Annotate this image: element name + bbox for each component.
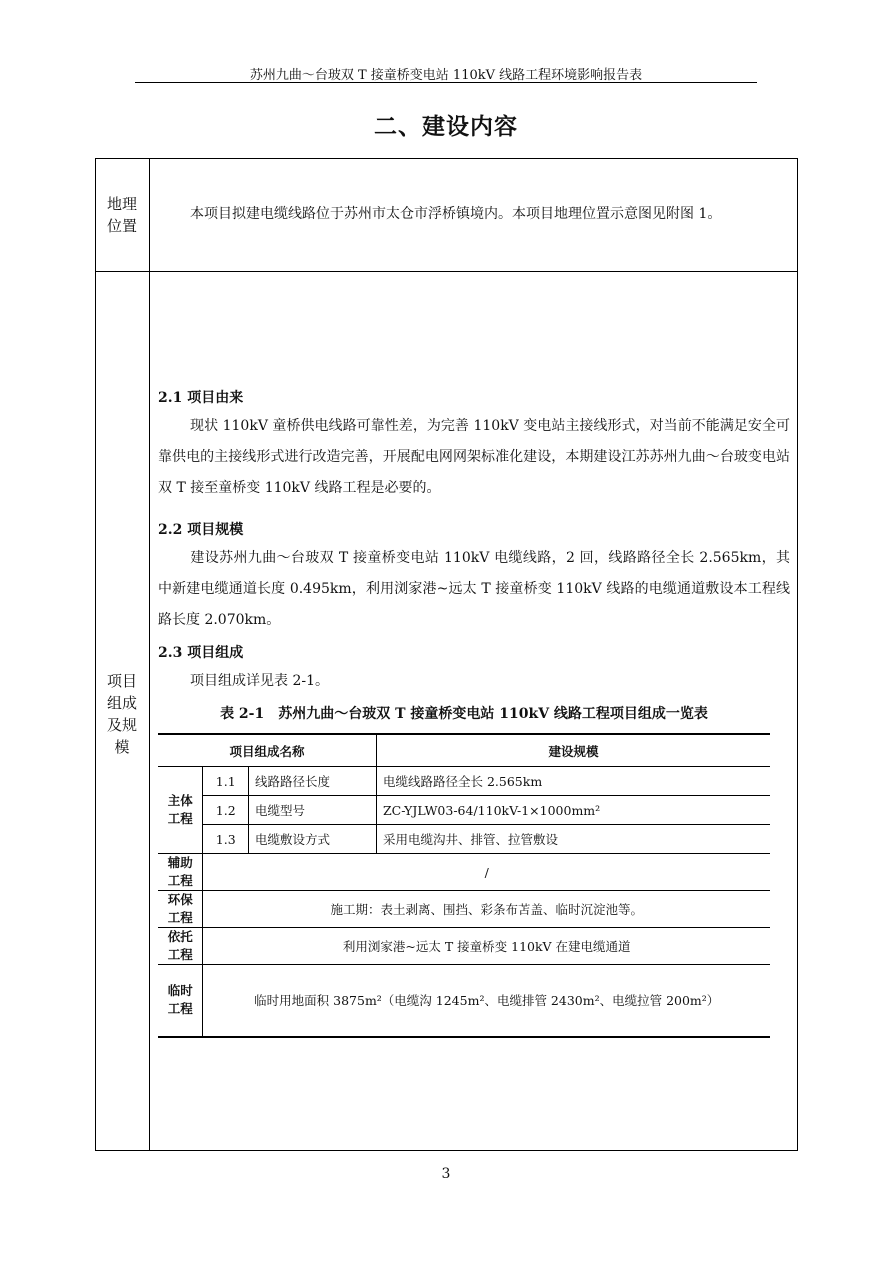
table-row bbox=[158, 965, 770, 1037]
table-row bbox=[158, 891, 770, 928]
section-paragraph-text: 项目组成详见表 2-1。 bbox=[190, 673, 329, 689]
section-paragraph-text: 现状 110kV 童桥供电线路可靠性差，为完善 110kV 变电站主接线形式，对当前不能满足安全可靠供电的主接线形式进行改造完善，开展配电网网架标准化建设，本期建设江苏苏州九曲～台玻变电站双 T 接至童桥变 110kV 线路工程是必要的。 bbox=[158, 418, 790, 496]
category-label: 工程 bbox=[167, 1001, 193, 1017]
section-heading: 2.1 项目由来 bbox=[158, 390, 244, 406]
table-row bbox=[158, 928, 770, 965]
category-label: 辅助 bbox=[167, 855, 193, 870]
location-label-line: 地理 bbox=[106, 195, 137, 213]
location-label bbox=[95, 193, 149, 237]
table-header-cell: 建设规模 bbox=[377, 734, 771, 767]
table-caption: 表 2-1 苏州九曲～台玻双 T 接童桥变电站 110kV 线路工程项目组成一览表 bbox=[220, 706, 708, 722]
category-label: 环保 bbox=[167, 892, 193, 907]
section-heading: 2.3 项目组成 bbox=[158, 645, 244, 661]
section-paragraph-text: 建设苏州九曲～台玻双 T 接童桥变电站 110kV 电缆线路，2 回，线路路径全长 2.565km，其中新建电缆通道长度 0.495km，利用浏家港~远太 T 接童桥变 110kV 线路的电缆通道敷设本工程线路长度 2.070km。 bbox=[158, 550, 790, 628]
scale-label-line: 项目 bbox=[106, 672, 137, 690]
label-column-divider bbox=[149, 158, 150, 1151]
category-label: 依托 bbox=[167, 929, 193, 944]
item-name: 电缆型号 bbox=[248, 796, 376, 825]
category-label: 主体 bbox=[167, 793, 193, 808]
category-label: 临时 bbox=[167, 983, 193, 999]
table-header-row bbox=[158, 734, 770, 767]
category-label: 工程 bbox=[167, 947, 193, 962]
category-label: 工程 bbox=[167, 811, 193, 826]
table-row bbox=[158, 854, 770, 891]
item-number: 1.1 bbox=[203, 767, 248, 796]
scale-label-line: 组成 bbox=[106, 694, 137, 712]
page-title: 二、建设内容 bbox=[374, 114, 518, 140]
item-name: 线路路径长度 bbox=[248, 767, 376, 796]
category-cell bbox=[158, 891, 203, 928]
item-value: / bbox=[203, 854, 770, 891]
section-paragraph bbox=[158, 543, 790, 636]
scale-label-line: 及规 bbox=[106, 716, 137, 734]
category-label: 工程 bbox=[167, 873, 193, 888]
header-rule bbox=[135, 82, 757, 83]
item-value: 电缆线路路径全长 2.565km bbox=[377, 767, 771, 796]
table-row bbox=[158, 796, 770, 825]
item-value: 利用浏家港~远太 T 接童桥变 110kV 在建电缆通道 bbox=[203, 928, 770, 965]
table-row bbox=[158, 767, 770, 796]
row-divider bbox=[95, 271, 798, 272]
item-value: 施工期：表土剥离、围挡、彩条布苫盖、临时沉淀池等。 bbox=[203, 891, 770, 928]
section-heading: 2.2 项目规模 bbox=[158, 522, 244, 538]
category-label: 工程 bbox=[167, 910, 193, 925]
item-value: 采用电缆沟井、排管、拉管敷设 bbox=[377, 825, 771, 854]
item-name: 电缆敷设方式 bbox=[248, 825, 376, 854]
running-header: 苏州九曲～台玻双 T 接童桥变电站 110kV 线路工程环境影响报告表 bbox=[249, 68, 643, 83]
page-number: 3 bbox=[441, 1166, 451, 1182]
section-paragraph bbox=[158, 411, 790, 504]
item-value: ZC-YJLW03-64/110kV-1×1000mm² bbox=[377, 796, 771, 825]
item-number: 1.3 bbox=[203, 825, 248, 854]
location-label-line: 位置 bbox=[106, 217, 137, 235]
category-cell bbox=[158, 928, 203, 965]
item-value: 临时用地面积 3875m²（电缆沟 1245m²、电缆排管 2430m²、电缆拉管 200m²） bbox=[203, 965, 770, 1037]
location-text: 本项目拟建电缆线路位于苏州市太仓市浮桥镇境内。本项目地理位置示意图见附图 1。 bbox=[190, 206, 722, 222]
section-paragraph bbox=[158, 666, 790, 697]
category-cell bbox=[158, 965, 203, 1037]
table-header-cell: 项目组成名称 bbox=[158, 734, 377, 767]
category-cell bbox=[158, 854, 203, 891]
table-row bbox=[158, 825, 770, 854]
composition-table bbox=[158, 733, 770, 1038]
category-cell bbox=[158, 767, 203, 854]
scale-label bbox=[95, 670, 149, 758]
item-number: 1.2 bbox=[203, 796, 248, 825]
scale-label-line: 模 bbox=[114, 738, 130, 756]
